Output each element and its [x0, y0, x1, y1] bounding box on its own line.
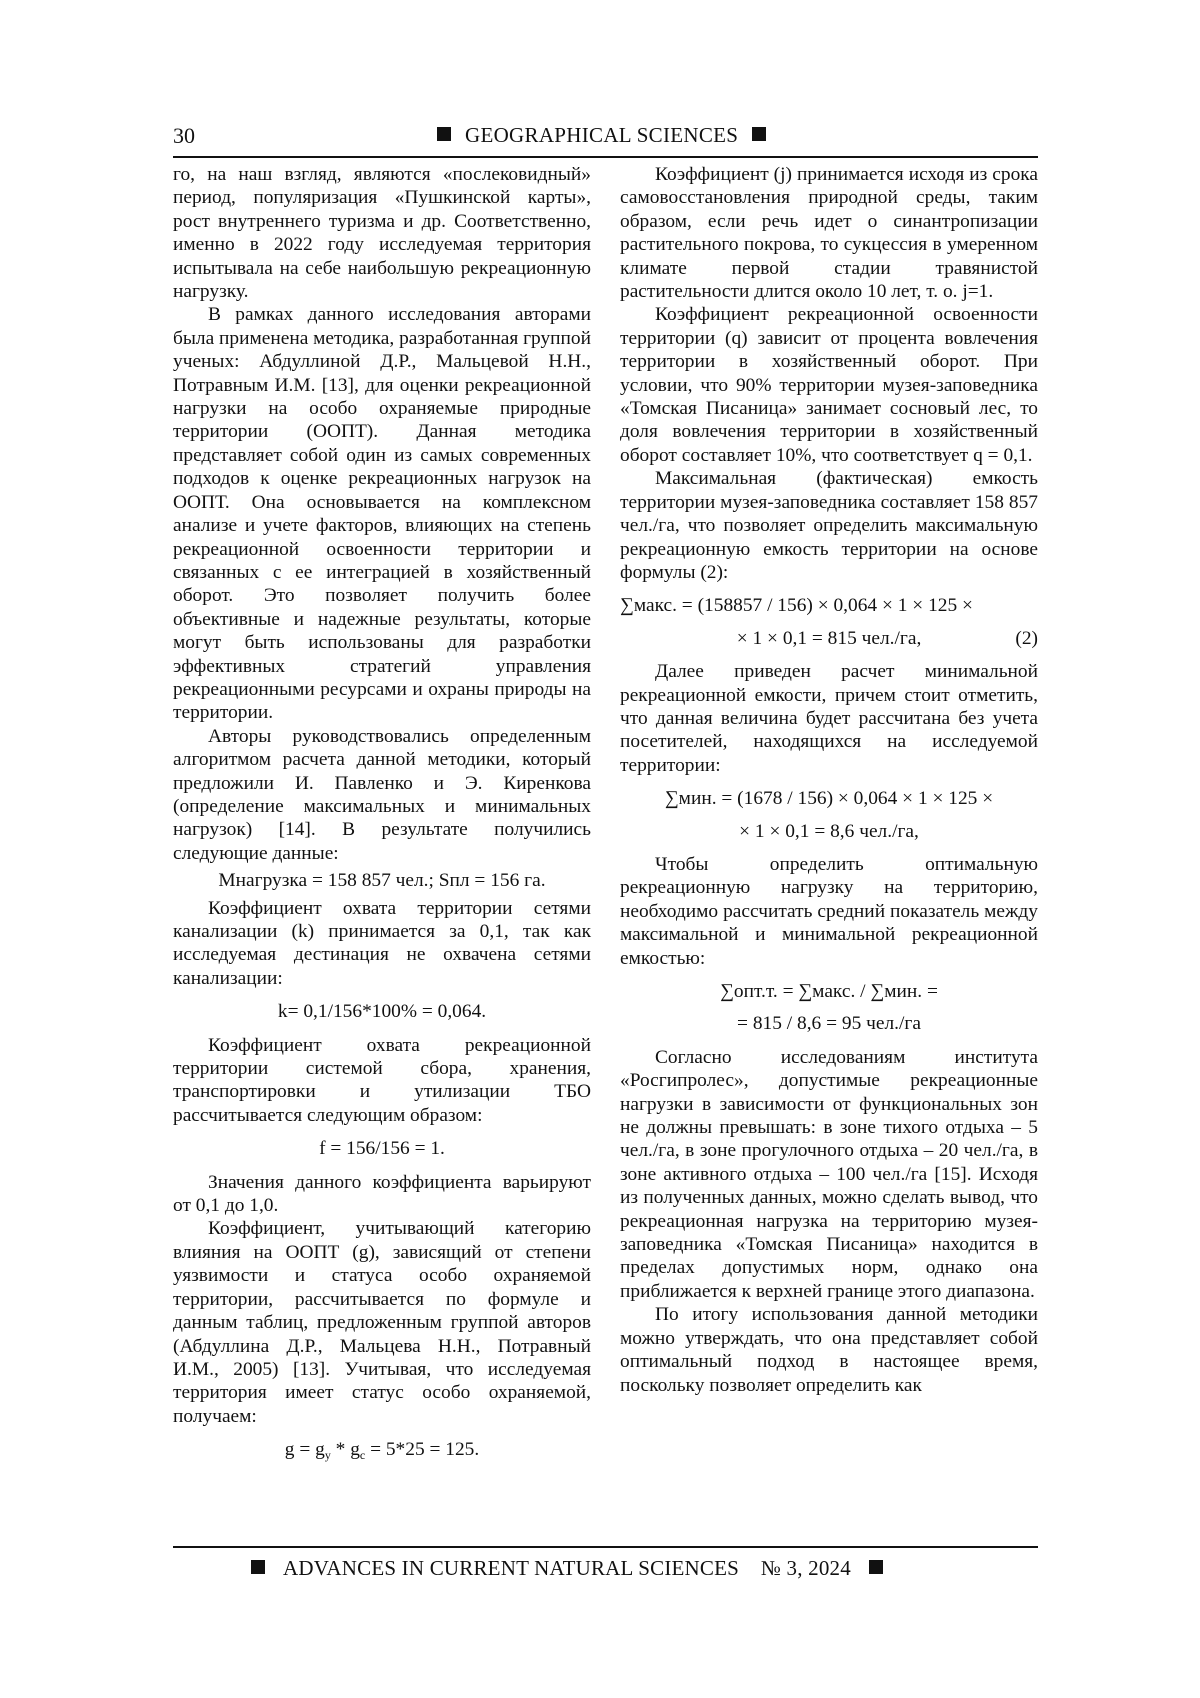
formula-min: ∑мин. = (1678 / 156) × 0,064 × 1 × 125 × × 1 × 0,1 = 8,6 чел./га, — [664, 788, 994, 842]
paragraph: Коэффициент охвата территории сетями канализации (k) принимается за 0,1, так как исследуемая дестинация не охвачена сетями канализации: — [173, 897, 591, 989]
section-title: GEOGRAPHICAL SCIENCES — [465, 123, 739, 147]
paragraph: Далее приведен расчет минимальной рекреационной емкости, причем стоит отметить, что данная величина будет рассчитана без учета посетителей, находящихся на исследуемой территории: — [620, 661, 1038, 776]
paragraph: Коэффициент, учитывающий категорию влияния на ООПТ (g), зависящий от степени уязвимости и статуса особо охраняемой территории, рассчитывается по формуле и данным таблиц, предложенным группой авторов (Абдуллина Д.Р., Мальцева Н.Н., Потравный И.М., 2005) [13]. Учитывая, что исследуемая территория имеет статус особо охраняемой, получаем: — [173, 1218, 591, 1427]
formula-g: $g = g_y * g_c = 5*25 = 125$. — [284, 1439, 480, 1463]
square-bullet-icon — [752, 127, 766, 141]
formula-max: ∑макс. = (158857 / 156) × 0,064 × 1 × 125 × × 1 × 0,1 = 815 чел./га, (2) — [620, 595, 1038, 649]
square-bullet-icon — [437, 127, 451, 141]
paragraph: Согласно исследованиям института «Росгипролес», допустимые рекреационные нагрузки в зависимости от функциональных зон не должны превышать: в зоне тихого отдыха – 5 чел./га, в зоне прогулочного отдыха – 20 чел./га, в зоне активного отдыха – 100 чел./га [15]. Исходя из полученных данных, можно сделать вывод, что рекреационная нагрузка на территорию музея-заповедника «Томская Писаница» находится в пределах допустимых норм, однако она приближается к верхней границе этого диапазона. — [620, 1046, 1038, 1302]
paragraph: го, на наш взгляд, являются «послековидный» период, популяризация «Пушкинской карты», рост внутреннего туризма и др. Соответственно, именно в 2022 году исследуемая территория испытывала на себе наибольшую рекреационную нагрузку. — [173, 164, 591, 303]
running-head — [423, 123, 780, 148]
paragraph: Чтобы определить оптимальную рекреационную нагрузку на территорию, необходимо рассчитать средний показатель между максимальной и минимальной рекреационной емкостью: — [620, 853, 1038, 969]
paragraph: Значения данного коэффициента варьируют от 0,1 до 1,0. — [173, 1171, 591, 1217]
footer-running-foot — [233, 1556, 901, 1581]
journal-name: ADVANCES IN CURRENT NATURAL SCIENCES — [283, 1556, 740, 1580]
left-column — [173, 163, 591, 1478]
paragraph: Авторы руководствовались определенным алгоритмом расчета данной методики, который предложили И. Павленко и Э. Киренкова (определение максимальных и минимальных нагрузок) [14]. В результате получились следующие данные: — [173, 725, 591, 864]
paragraph: Максимальная (фактическая) емкость территории музея-заповедника составляет 158 857 чел./га, что позволяет определить максимальную рекреационную емкость территории на основе формулы (2): — [620, 468, 1038, 583]
page-number: 30 — [173, 123, 195, 148]
formula: Мнагрузка = 158 857 чел.; Sпл = 156 га. — [218, 870, 546, 892]
formula: k= 0,1/156*100% = 0,064. — [277, 1001, 487, 1023]
issue-number: № 3, 2024 — [760, 1556, 851, 1580]
page-footer — [173, 1546, 1038, 1584]
paragraph: По итогу использования данной методики можно утверждать, что она представляет собой оптимальный подход в настоящее время, поскольку позволяет определить как — [620, 1304, 1038, 1396]
paragraph: Коэффициент охвата рекреационной территории системой сбора, хранения, транспортировки и утилизации ТБО рассчитывается следующим образом: — [173, 1034, 591, 1126]
paragraph: Коэффициент рекреационной освоенности территории (q) зависит от процента вовлечения территории в хозяйственный оборот. При условии, что 90% территории музея-заповедника «Томская Писаница» занимает сосновый лес, то доля вовлечения территории в хозяйственный оборот составляет 10%, что соответствует q = 0,1. — [620, 304, 1038, 466]
square-bullet-icon — [869, 1560, 883, 1574]
page-header — [173, 116, 1038, 158]
formula-opt: ∑опт.т. = ∑макс. / ∑мин. = = 815 / 8,6 = 95 чел./га — [720, 981, 938, 1035]
paragraph: Коэффициент (j) принимается исходя из срока самовосстановления природной среды, таким образом, если речь идет о синантропизации растительного покрова, то сукцессия в умеренном климате первой стадии травянистой растительности длится около 10 лет, т. о. j=1. — [620, 164, 1038, 303]
right-column — [620, 163, 1038, 1397]
formula: f = 156/156 = 1. — [319, 1138, 445, 1160]
square-bullet-icon — [251, 1560, 265, 1574]
equation-number: (2) — [1015, 627, 1038, 649]
paragraph: В рамках данного исследования авторами была применена методика, разработанная группой ученых: Абдуллиной Д.Р., Мальцевой Н.Н., Потравным И.М. [13], для оценки рекреационной нагрузки на особо охраняемые природные территории (ООПТ). Данная методика представляет собой один из самых современных подходов к оценке рекреационных нагрузок на ООПТ. Она основывается на комплексном анализе и учете факторов, влияющих на степень рекреационной освоенности территории и связанных с ее интеграцией в хозяйственный оборот. Это позволяет получить более объективные и надежные результаты, которые могут быть использованы для разработки эффективных стратегий управления рекреационными ресурсами и охраны природы на территории. — [173, 304, 591, 724]
